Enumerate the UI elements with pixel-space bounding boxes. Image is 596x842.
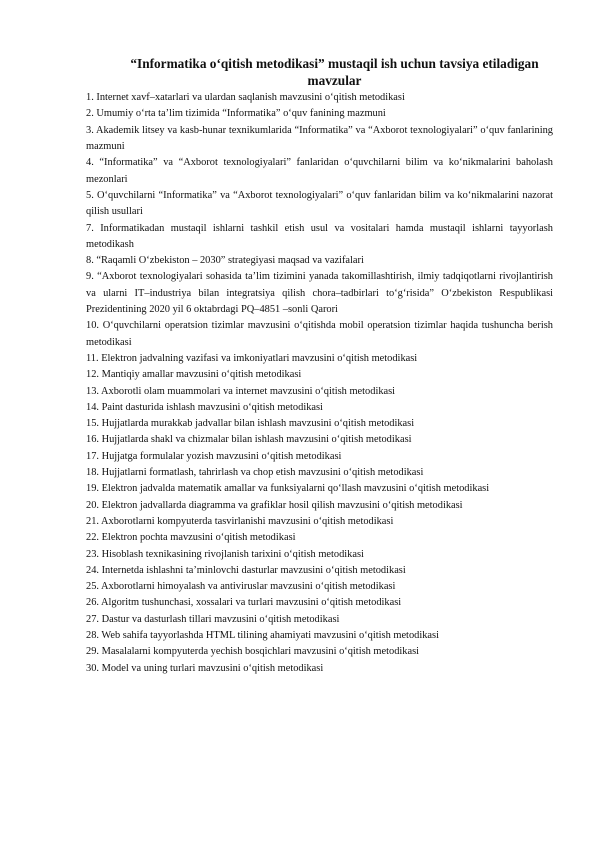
list-item: 10. O‘quvchilarni operatsion tizimlar mavzusini o‘qitishda mobil operatsion tizimlar haqida tushuncha berish metodikasi	[86, 320, 553, 348]
list-item: 24. Internetda ishlashni ta’minlovchi dasturlar mavzusini o‘qitish metodikasi	[86, 564, 406, 576]
list-item: 16. Hujjatlarda shakl va chizmalar bilan ishlash mavzusini o‘qitish metodikasi	[86, 434, 412, 446]
list-item: 14. Paint dasturida ishlash mavzusini o‘qitish metodikasi	[86, 401, 323, 413]
list-item: 13. Axborotli olam muammolari va internet mavzusini o‘qitish metodikasi	[86, 385, 396, 397]
topic-list	[86, 90, 553, 677]
list-item: 3. Akademik litsey va kasb-hunar texnikumlarida “Informatika” va “Axborot texnologiyalari” o‘quv fanlarining mazmuni	[86, 124, 553, 153]
list-item: 20. Elektron jadvallarda diagramma va grafiklar hosil qilish mavzusini o‘qitish metodikasi	[86, 499, 463, 511]
list-item: 18. Hujjatlarni formatlash, tahrirlash va chop etish mavzusini o‘qitish metodikasi	[86, 467, 424, 479]
list-item: 21. Axborotlarni kompyuterda tasvirlanishi mavzusini o‘qitish metodikasi	[86, 515, 394, 527]
list-item: 12. Mantiqiy amallar mavzusini o‘qitish metodikasi	[86, 369, 302, 381]
list-item: 15. Hujjatlarda murakkab jadvallar bilan ishlash mavzusini o‘qitish metodikasi	[86, 418, 415, 430]
list-item: 30. Model va uning turlari mavzusini o‘qitish metodikasi	[86, 662, 324, 674]
list-item: 1. Internet xavf–xatarlari va ulardan saqlanish mavzusini o‘qitish metodikasi	[86, 92, 405, 104]
document-page	[86, 56, 553, 677]
list-item: 17. Hujjatga formulalar yozish mavzusini o‘qitish metodikasi	[86, 450, 342, 462]
list-item: 27. Dastur va dasturlash tillari mavzusini o‘qitish metodikasi	[86, 613, 340, 625]
list-item: 19. Elektron jadvalda matematik amallar va funksiyalarni qo‘llash mavzusini o‘qitish metodikasi	[86, 483, 490, 495]
list-item: 28. Web sahifa tayyorlashda HTML tilining ahamiyati mavzusini o‘qitish metodikasi	[86, 629, 439, 641]
list-item: 5. O‘quvchilarni “Informatika” va “Axborot texnologiyalari” o‘quv fanlaridan bilim va ko‘nikmalarini nazorat qilish usullari	[86, 189, 553, 218]
list-item: 8. “Raqamli O‘zbekiston – 2030” strategiyasi maqsad va vazifalari	[86, 255, 364, 267]
list-item: 4. “Informatika” va “Axborot texnologiyalari” fanlaridan o‘quvchilarni bilim va ko‘nikmalarini baholash mezonlari	[86, 157, 553, 185]
list-item: 22. Elektron pochta mavzusini o‘qitish metodikasi	[86, 532, 296, 544]
list-item: 7. Informatikadan mustaqil ishlarni tashkil etish usul va vositalari hamda mustaqil ishlarni tayyorlash metodikash	[86, 222, 553, 250]
list-item: 11. Elektron jadvalning vazifasi va imkoniyatlari mavzusini o‘qitish metodikasi	[86, 352, 418, 364]
document-title: “Informatika o‘qitish metodikasi” mustaqil ish uchun tavsiya etiladigan mavzular	[130, 56, 539, 88]
list-item: 23. Hisoblash texnikasining rivojlanish tarixini o‘qitish metodikasi	[86, 548, 364, 560]
list-item: 9. “Axborot texnologiyalari sohasida ta’lim tizimini yanada takomillashtirish, ilmiy tadqiqotlarni rivojlantirish va ularni IT–industriya bilan integratsiya qilish chora–tadbirlari to‘g‘risida” O‘zbekiston Respublikasi Prezidentining 2020 yil 6 oktabrdagi PQ–4851 –sonli Qarori	[86, 271, 553, 316]
list-item: 2. Umumiy o‘rta ta’lim tizimida “Informatika” o‘quv fanining mazmuni	[86, 108, 386, 120]
list-item: 26. Algoritm tushunchasi, xossalari va turlari mavzusini o‘qitish metodikasi	[86, 597, 402, 609]
list-item: 25. Axborotlarni himoyalash va antiviruslar mavzusini o‘qitish metodikasi	[86, 581, 396, 593]
list-item: 29. Masalalarni kompyuterda yechish bosqichlari mavzusini o‘qitish metodikasi	[86, 646, 420, 658]
